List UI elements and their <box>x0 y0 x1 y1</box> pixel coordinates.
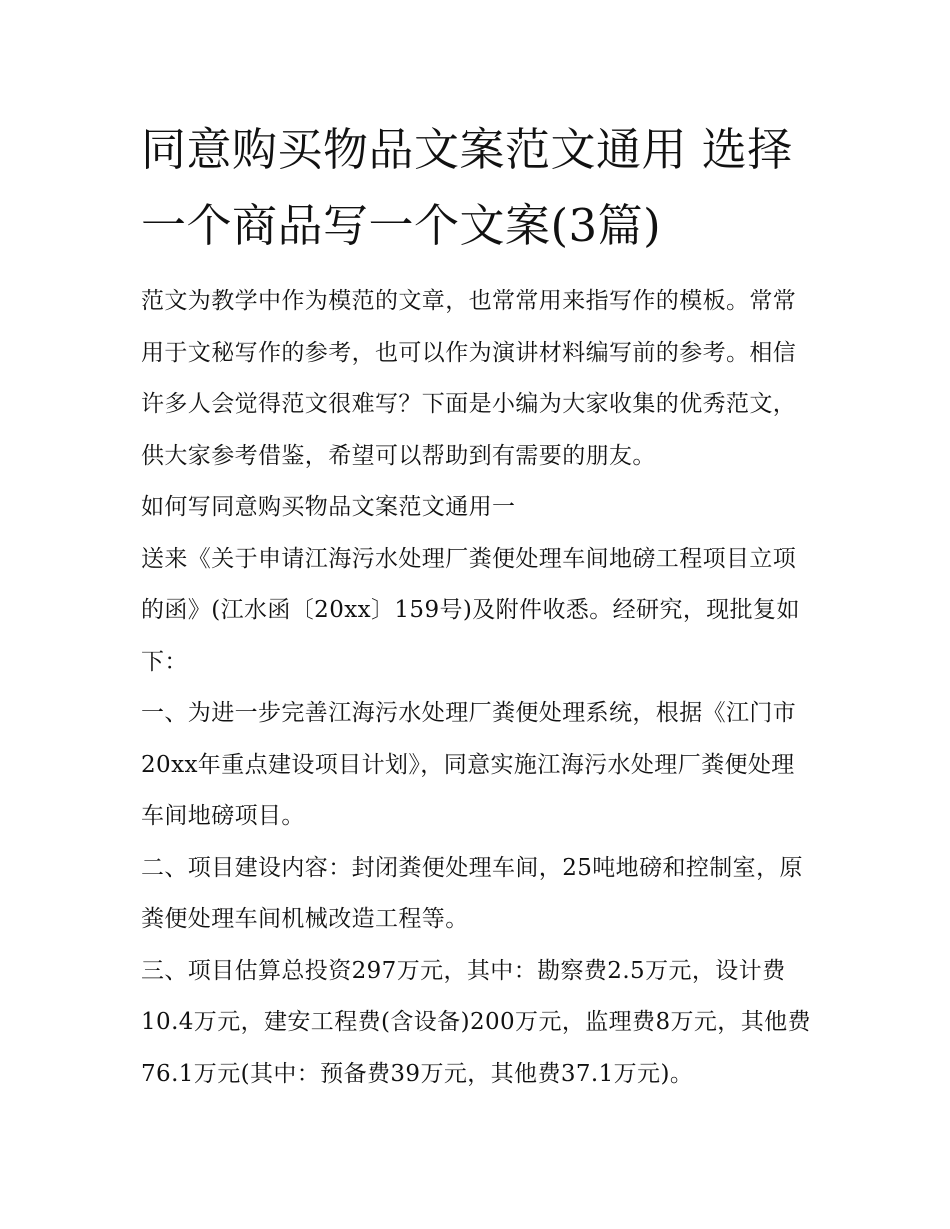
section-heading: 如何写同意购买物品文案范文通用一 <box>141 494 516 520</box>
intro-paragraph: 范文为教学中作为模范的文章，也常常用来指写作的模板。常常用于文秘写作的参考，也可以作为演讲材料编写前的参考。相信许多人会觉得范文很难写？下面是小编为大家收集的优秀范文，供大家参考借鉴，希望可以帮助到有需要的朋友。 <box>141 288 797 469</box>
body-paragraph: 送来《关于申请江海污水处理厂粪便处理车间地磅工程项目立项的函》(江水函〔20xx〕159号)及附件收悉。经研究，现批复如下： <box>141 545 800 675</box>
document-title: 同意购买物品文案范文通用 选择一个商品写一个文案(3篇) <box>141 123 793 252</box>
body-paragraph: 二、项目建设内容：封闭粪便处理车间，25吨地磅和控制室，原粪便处理车间机械改造工程等。 <box>141 854 803 932</box>
document-body <box>141 276 817 1100</box>
body-paragraph: 三、项目估算总投资297万元，其中：勘察费2.5万元，设计费10.4万元，建安工程费(含设备)200万元，监理费8万元，其他费76.1万元(其中：预备费39万元，其他费37.1万元)。 <box>141 957 811 1087</box>
body-paragraph: 一、为进一步完善江海污水处理厂粪便处理系统，根据《江门市20xx年重点建设项目计划》，同意实施江海污水处理厂粪便处理车间地磅项目。 <box>141 700 797 829</box>
